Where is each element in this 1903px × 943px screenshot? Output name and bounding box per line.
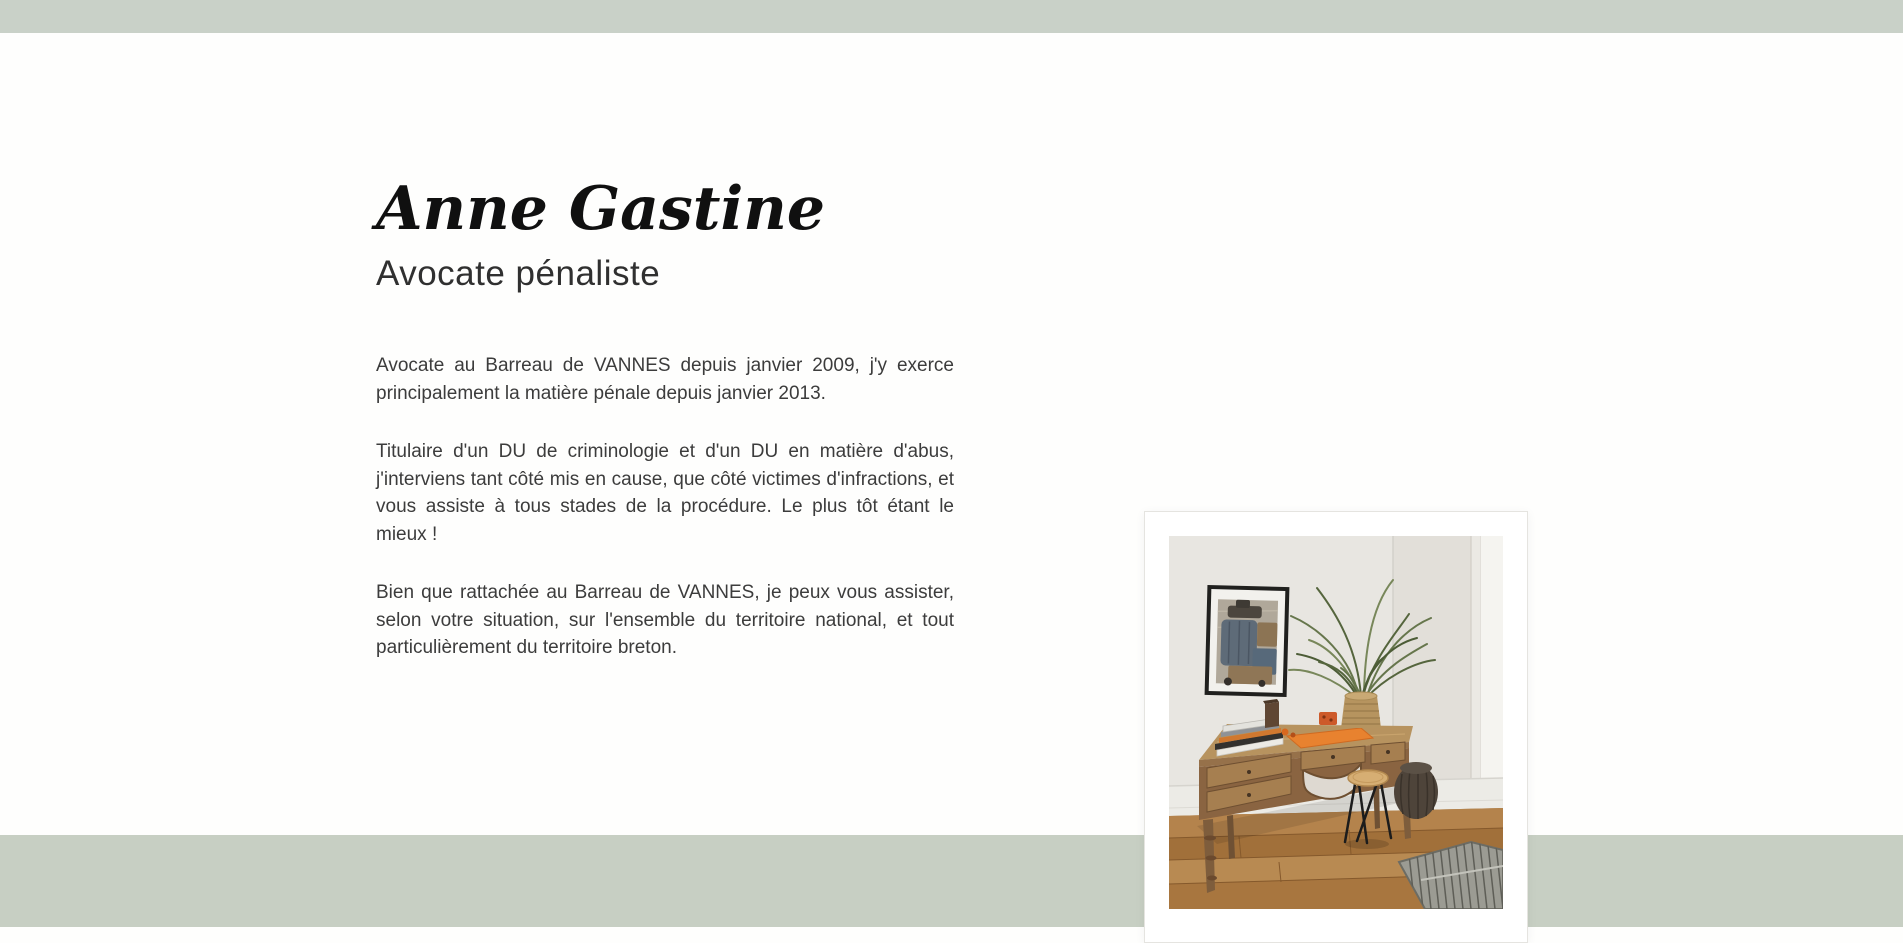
paragraph-territory: Bien que rattachée au Barreau de VANNES, je peux vous assister, selon votre situation, sur l'ensemble du territoire national, et tout particulièrement du territoire breton. [376, 582, 954, 658]
picture-frame [1207, 587, 1288, 695]
page-subtitle: Avocate pénaliste [376, 254, 661, 293]
office-photo [1169, 536, 1503, 909]
top-band [0, 0, 1903, 33]
paragraph-expertise: Titulaire d'un DU de criminologie et d'un DU en matière d'abus, j'interviens tant côté mis en cause, que côté victimes d'infractions, et vous assiste à tous stades de la procédure. Le plus tôt étant le mieux ! [376, 441, 954, 545]
bottom-band [0, 835, 1903, 927]
hero [376, 174, 826, 294]
intro-text [376, 352, 954, 662]
page-title: Anne Gastine [376, 174, 826, 244]
paragraph-experience: Avocate au Barreau de VANNES depuis janvier 2009, j'y exerce principalement la matière pénale depuis janvier 2013. [376, 355, 954, 404]
photo-card [1144, 511, 1528, 943]
